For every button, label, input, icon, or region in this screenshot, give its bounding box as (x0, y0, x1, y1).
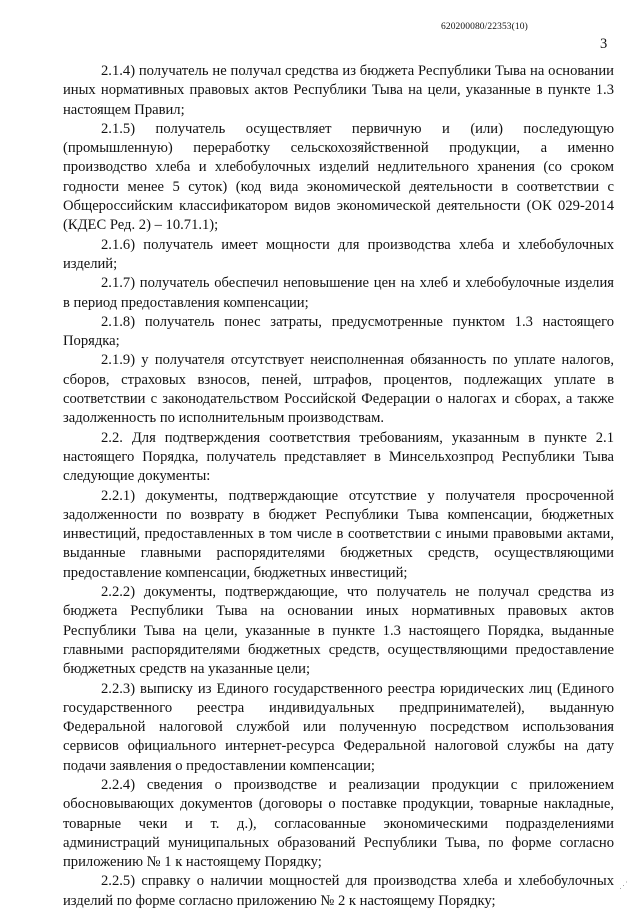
document-body (63, 62, 614, 911)
paragraph-2-2-1: 2.2.1) документы, подтверждающие отсутствие у получателя просроченной задолженности по возврату в бюджет Республики Тыва компенсации, бюджетных инвестиций, предоставленных в том числе в соответствии с иными правовыми актами, выданные главными распорядителями бюджетных средств, осуществляющими предоставление компенсации, бюджетных инвестиций; (63, 487, 614, 581)
paragraph-2-1-5: 2.1.5) получатель осуществляет первичную и (или) последующую (промышленную) переработку сельскохозяйственной продукции, а именно производство хлеба и хлебобулочных изделий недлительного хранения (со сроком годности менее 5 суток) (код вида экономической деятельности в соответствии с Общероссийским классификатором видов экономической деятельности (ОК 029-2014 (КДЕС Ред. 2) – 10.71.1); (63, 120, 614, 234)
paragraph-2-1-9: 2.1.9) у получателя отсутствует неисполненная обязанность по уплате налогов, сборов, страховых взносов, пеней, штрафов, процентов, подлежащих уплате в соответствии с законодательством Российской Федерации о налогах и сборах, а также задолженность по исполнительным производствам. (63, 352, 614, 427)
document-code: 620200080/22353(10) (441, 22, 528, 32)
scan-edge-mark: ⋰ (619, 880, 629, 890)
paragraph-2-1-8: 2.1.8) получатель понес затраты, предусмотренные пунктом 1.3 настоящего Порядка; (63, 313, 614, 350)
paragraph-2-2-2: 2.2.2) документы, подтверждающие, что получатель не получал средства из бюджета Республики Тыва на основании иных нормативных правовых актов Республики Тыва на цели, указанные в пункте 1.3 настоящего Порядка, выданные главными распорядителями бюджетных средств, осуществляющими предоставление бюджетных средств на указанные цели; (63, 584, 614, 678)
paragraph-2-2-4: 2.2.4) сведения о производстве и реализации продукции с приложением обосновывающих документов (договоры о поставке продукции, товарные накладные, товарные чеки и т. д.), согласованные экономическими подразделениями администраций муниципальных образований Республики Тыва, по форме согласно приложению № 1 к настоящему Порядку; (63, 776, 614, 871)
paragraph-2-2-5: 2.2.5) справку о наличии мощностей для производства хлеба и хлебобулочных изделий по форме согласно приложению № 2 к настоящему Порядку; (63, 873, 614, 909)
paragraph-2-2: 2.2. Для подтверждения соответствия требованиям, указанным в пункте 2.1 настоящего Порядка, получатель представляет в Минсельхозпрод Республики Тыва следующие документы: (63, 429, 614, 485)
paragraph-2-1-7: 2.1.7) получатель обеспечил неповышение цен на хлеб и хлебобулочные изделия в период предоставления компенсации; (63, 275, 614, 311)
paragraph-2-1-4: 2.1.4) получатель не получал средства из бюджета Республики Тыва на основании иных нормативных правовых актов Республики Тыва на цели, указанные в пункте 1.3 настоящем Правил; (63, 63, 614, 118)
paragraph-2-2-3: 2.2.3) выписку из Единого государственного реестра юридических лиц (Единого государственного реестра индивидуальных предпринимателей), выданную Федеральной налоговой службой или полученную посредством использования сервисов официального интернет-ресурса Федеральной налоговой службы на дату подачи заявления о предоставлении компенсации; (63, 680, 614, 774)
page-number: 3 (600, 36, 608, 52)
paragraph-2-1-6: 2.1.6) получатель имеет мощности для производства хлеба и хлебобулочных изделий; (63, 236, 614, 272)
